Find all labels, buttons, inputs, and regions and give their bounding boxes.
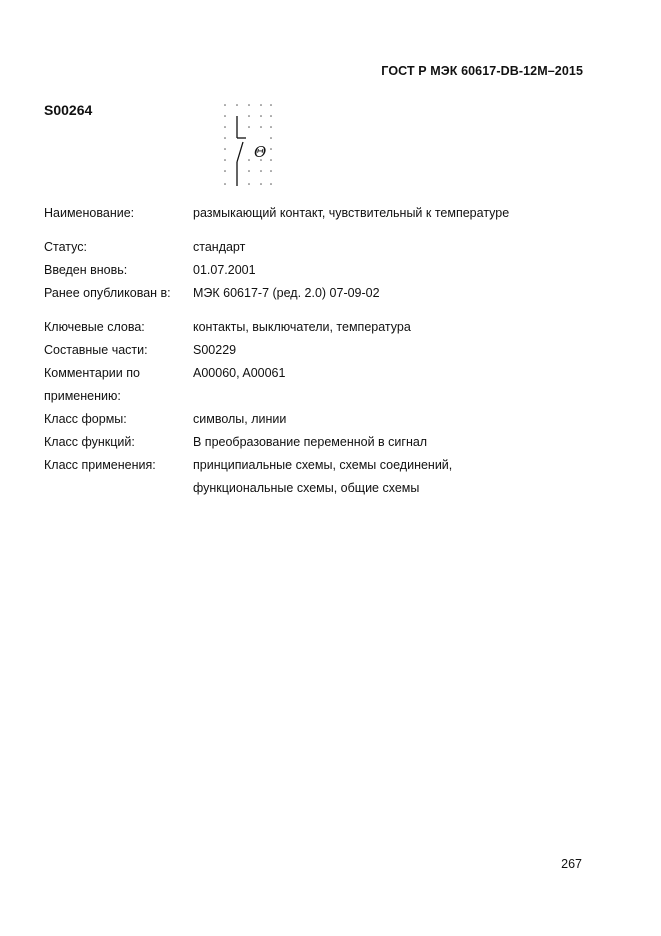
property-row-application-class bbox=[44, 456, 604, 479]
contact-lines bbox=[237, 116, 246, 186]
break-contact-temperature-icon bbox=[218, 100, 278, 192]
symbol-code: S00264 bbox=[44, 102, 93, 118]
property-value: S00229 bbox=[193, 343, 237, 357]
property-value: B преобразование переменной в сигнал bbox=[193, 435, 428, 449]
property-value: функциональные схемы, общие схемы bbox=[193, 481, 420, 495]
property-row-name bbox=[44, 204, 604, 227]
property-row-function-class bbox=[44, 433, 604, 456]
property-row-shape-class bbox=[44, 410, 604, 433]
property-label: Статус: bbox=[44, 240, 87, 254]
property-value: МЭК 60617-7 (ред. 2.0) 07-09-02 bbox=[193, 286, 380, 300]
property-value: размыкающий контакт, чувствительный к температуре bbox=[193, 206, 510, 220]
property-row-status bbox=[44, 238, 604, 261]
property-row-previously-published bbox=[44, 284, 604, 307]
property-label: применению: bbox=[44, 389, 121, 403]
property-label: Наименование: bbox=[44, 206, 135, 220]
property-row-application-notes-cont bbox=[44, 387, 604, 410]
property-label: Класс функций: bbox=[44, 435, 135, 449]
property-value: символы, линии bbox=[193, 412, 287, 426]
property-label: Ключевые слова: bbox=[44, 320, 145, 334]
property-row-application-class-cont bbox=[44, 479, 604, 502]
property-label: Ранее опубликован в: bbox=[44, 286, 171, 300]
theta-label: Θ bbox=[254, 143, 267, 161]
property-label: Введен вновь: bbox=[44, 263, 128, 277]
property-label: Класс применения: bbox=[44, 458, 156, 472]
property-value: контакты, выключатели, температура bbox=[193, 320, 411, 334]
properties-table bbox=[44, 204, 604, 502]
property-row-components bbox=[44, 341, 604, 364]
property-label: Составные части: bbox=[44, 343, 148, 357]
page-number: 267 bbox=[561, 857, 582, 871]
property-value: 01.07.2001 bbox=[193, 263, 256, 277]
property-value: A00060, A00061 bbox=[193, 366, 286, 380]
property-row-application-notes bbox=[44, 364, 604, 387]
property-label: Класс формы: bbox=[44, 412, 127, 426]
property-row-introduced bbox=[44, 261, 604, 284]
property-label: Комментарии по bbox=[44, 366, 140, 380]
property-row-keywords bbox=[44, 318, 604, 341]
property-value: стандарт bbox=[193, 240, 246, 254]
document-header-standard-id: ГОСТ Р МЭК 60617-DB-12M–2015 bbox=[381, 64, 583, 78]
property-value: принципиальные схемы, схемы соединений, bbox=[193, 458, 453, 472]
